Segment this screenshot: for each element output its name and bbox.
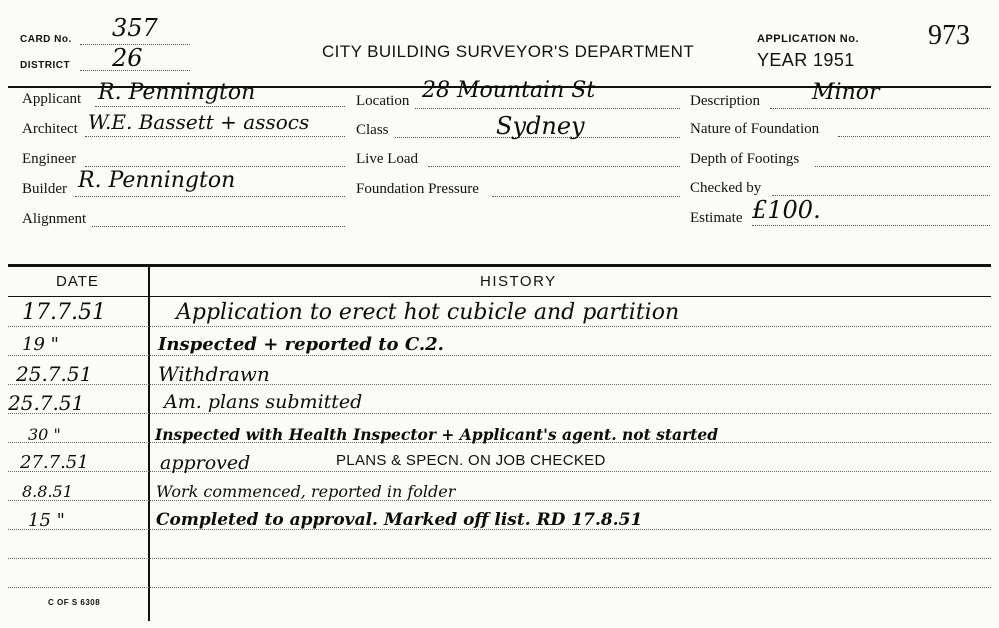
- class-value: Sydney: [496, 112, 585, 140]
- department-title: CITY BUILDING SURVEYOR'S DEPARTMENT: [322, 42, 695, 61]
- estimate-label: Estimate: [690, 210, 743, 226]
- applicant-label: Applicant: [22, 91, 82, 107]
- history-text: Withdrawn: [158, 362, 270, 386]
- history-date: 17.7.51: [22, 300, 106, 325]
- table-top-rule: [8, 264, 991, 267]
- live-load-label: Live Load: [356, 151, 419, 167]
- description-label: Description: [690, 93, 760, 109]
- application-no-value: 973: [928, 20, 970, 51]
- history-text: Completed to approval. Marked off list. RD 17.8.51: [156, 510, 643, 530]
- history-text: Inspected with Health Inspector + Applicant's agent. not started: [155, 425, 719, 444]
- card-no-value: 357: [112, 14, 158, 42]
- history-column-header: HISTORY: [480, 273, 557, 290]
- history-date: 19 ": [22, 334, 59, 355]
- plans-checked-stamp: PLANS & SPECN. ON JOB CHECKED: [336, 452, 606, 469]
- depth-of-footings-label: Depth of Footings: [690, 151, 800, 167]
- history-text: Application to erect hot cubicle and partition: [176, 300, 680, 325]
- builder-value: R. Pennington: [78, 168, 236, 193]
- history-date: 25.7.51: [16, 362, 93, 386]
- applicant-value: R. Pennington: [98, 80, 256, 105]
- application-no-label: APPLICATION No.: [757, 33, 860, 45]
- estimate-value: £100.: [752, 196, 821, 224]
- history-date: 30 ": [28, 425, 61, 444]
- location-value: 28 Mountain St: [422, 78, 596, 103]
- history-date: 8.8.51: [22, 482, 73, 501]
- district-value: 26: [112, 44, 143, 72]
- district-label: DISTRICT: [20, 60, 71, 71]
- history-text: approved: [160, 452, 251, 474]
- foundation-pressure-label: Foundation Pressure: [356, 181, 479, 197]
- architect-label: Architect: [22, 121, 78, 137]
- card-no-label: CARD No.: [20, 34, 72, 45]
- location-label: Location: [356, 93, 410, 109]
- date-column-header: DATE: [56, 273, 99, 290]
- alignment-label: Alignment: [22, 211, 87, 227]
- engineer-label: Engineer: [22, 151, 77, 167]
- history-date: 25.7.51: [8, 391, 85, 415]
- history-date: 15 ": [28, 510, 65, 531]
- history-text: Am. plans submitted: [164, 391, 363, 413]
- year-label: YEAR 1951: [757, 50, 855, 70]
- nature-of-foundation-label: Nature of Foundation: [690, 121, 820, 137]
- builder-label: Builder: [22, 181, 67, 197]
- description-value: Minor: [812, 80, 880, 105]
- checked-by-label: Checked by: [690, 180, 762, 196]
- history-text: Work commenced, reported in folder: [156, 482, 456, 501]
- class-label: Class: [356, 122, 389, 138]
- date-column-divider: [148, 266, 150, 621]
- architect-value: W.E. Bassett + assocs: [88, 110, 310, 134]
- history-date: 27.7.51: [20, 452, 89, 473]
- form-number: C OF S 6308: [48, 598, 101, 607]
- table-header-rule: [8, 296, 991, 297]
- history-text: Inspected + reported to C.2.: [158, 334, 444, 355]
